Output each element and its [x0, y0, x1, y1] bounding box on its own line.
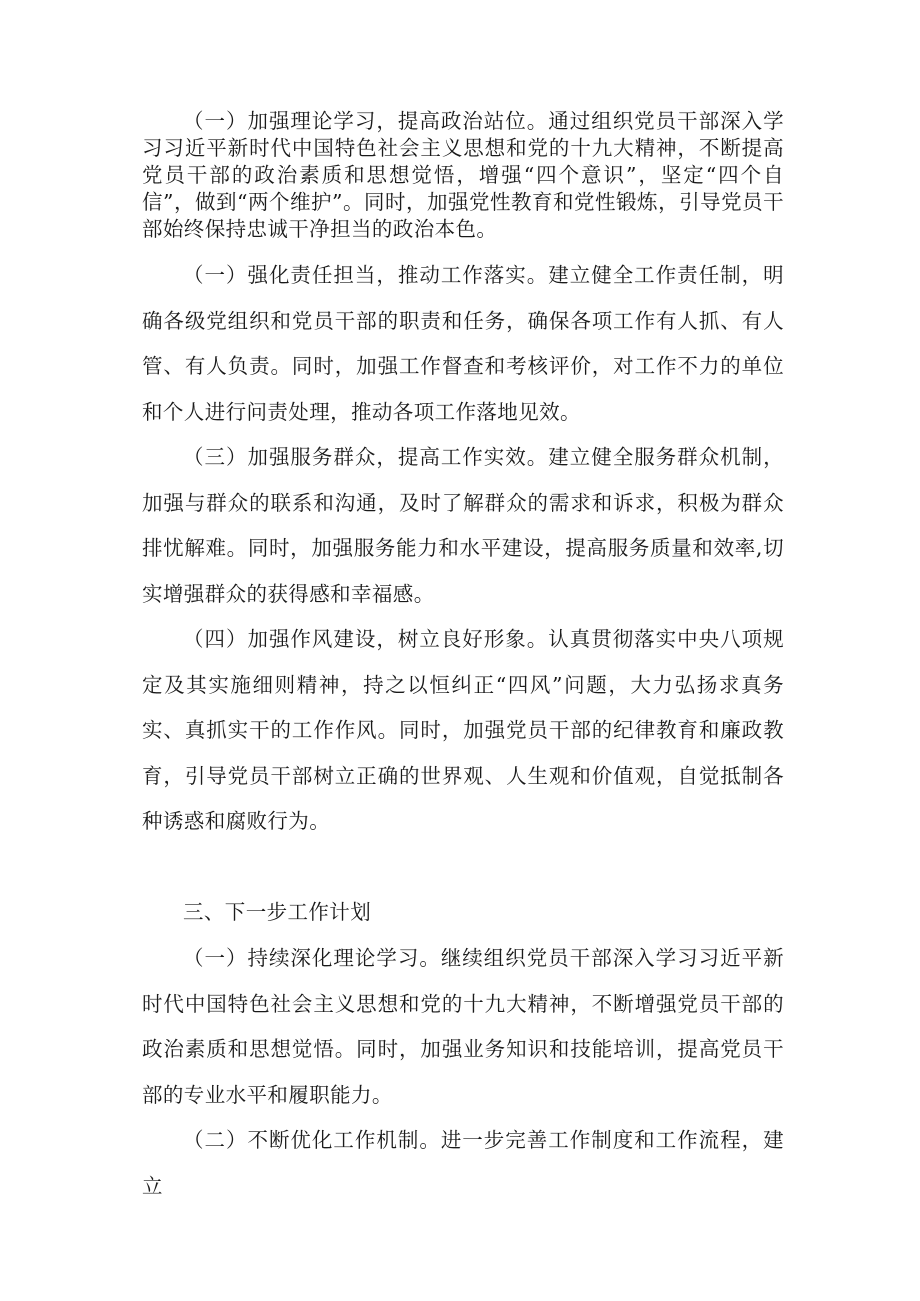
paragraph-responsibility: （一）强化责任担当，推动工作落实。建立健全工作责任制，明确各级党组织和党员干部的职责和任务，确保各项工作有人抓、有人管、有人负责。同时，加强工作督查和考核评价，对工作不力的单位和个人进行问责处理，推动各项工作落地见效。 — [142, 263, 784, 424]
paragraph-serve-masses: （三）加强服务群众，提高工作实效。建立健全服务群众机制，加强与群众的联系和沟通，及时了解群众的需求和诉求，积极为群众排忧解难。同时，加强服务能力和水平建设，提高服务质量和效率,切实增强群众的获得感和幸福感。 — [142, 445, 784, 606]
paragraph-work-style: （四）加强作风建设，树立良好形象。认真贯彻落实中央八项规定及其实施细则精神，持之以恒纠正“四风”问题，大力弘扬求真务实、真抓实干的工作作风。同时，加强党员干部的纪律教育和廉政教育，引导党员干部树立正确的世界观、人生观和价值观，自觉抵制各种诱惑和腐败行为。 — [142, 627, 784, 833]
paragraph-plan-optimize-mechanism: （二）不断优化工作机制。进一步完善工作制度和工作流程，建立 — [142, 1128, 784, 1198]
section-heading-next-plan: 三、下一步工作计划 — [183, 900, 372, 924]
paragraph-plan-theory-study: （一）持续深化理论学习。继续组织党员干部深入学习习近平新时代中国特色社会主义思想和党的十九大精神，不断增强党员干部的政治素质和思想觉悟。同时，加强业务知识和技能培训，提高党员干部的专业水平和履职能力。 — [142, 946, 784, 1107]
paragraph-theory-study: （一）加强理论学习，提高政治站位。通过组织党员干部深入学习习近平新时代中国特色社会主义思想和党的十九大精神，不断提高党员干部的政治素质和思想觉悟，增强“四个意识”，坚定“四个自信”，做到“两个维护”。同时，加强党性教育和党性锻炼，引导党员干部始终保持忠诚干净担当的政治本色。 — [142, 109, 784, 241]
